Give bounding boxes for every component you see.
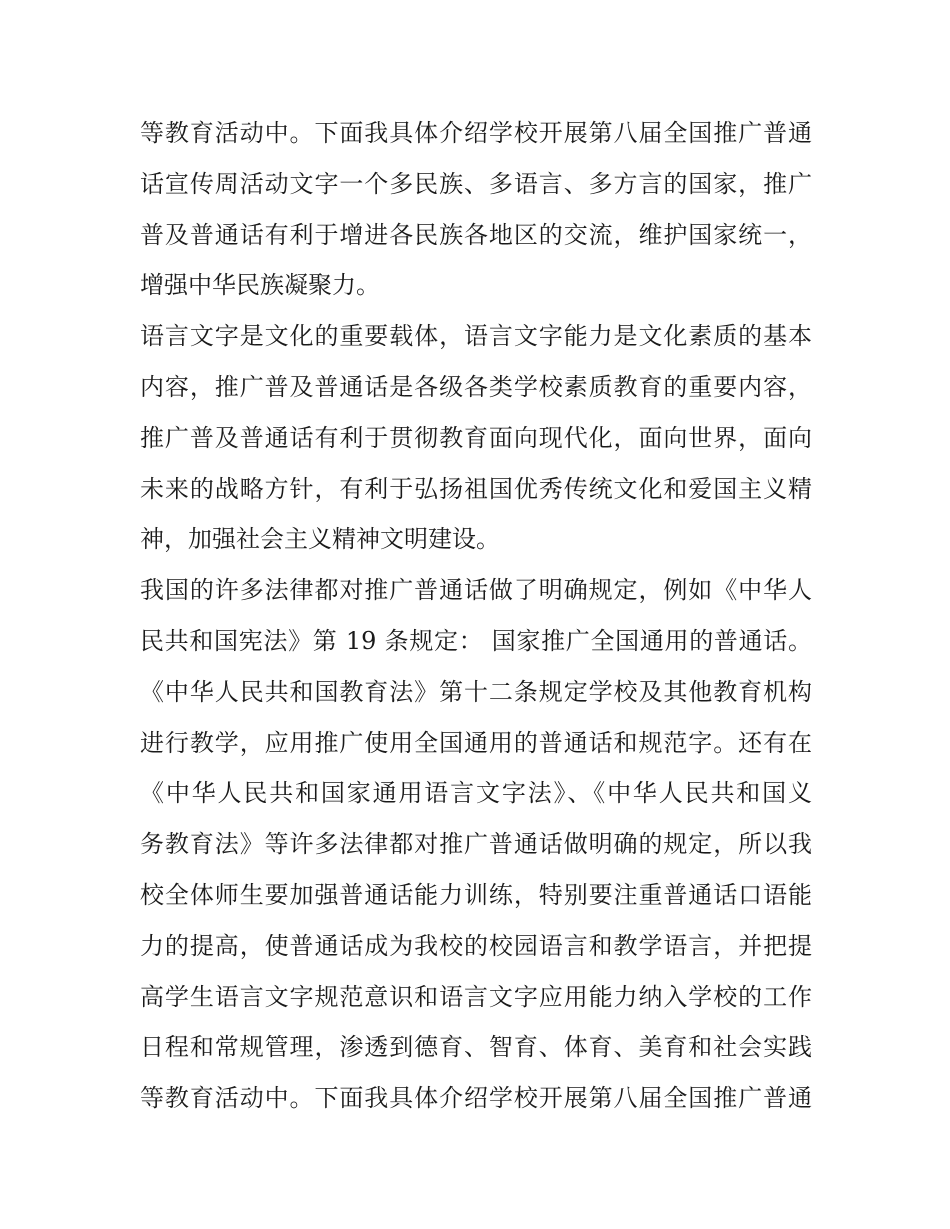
document-body-text bbox=[140, 108, 812, 1124]
text-line: 话宣传周活动文字一个多民族、多语言、多方言的国家，推广 bbox=[140, 169, 812, 198]
text-line: 神，加强社会主义精神文明建设。 bbox=[140, 525, 500, 554]
text-line: 《中华人民共和国家通用语言文字法》、《中华人民共和国义 bbox=[140, 779, 812, 808]
text-line: 语言文字是文化的重要载体，语言文字能力是文化素质的基本 bbox=[140, 322, 812, 351]
text-line: 《中华人民共和国教育法》第十二条规定学校及其他教育机构 bbox=[140, 677, 812, 706]
text-line: 力的提高，使普通话成为我校的校园语言和教学语言，并把提 bbox=[140, 931, 812, 960]
text-line: 务教育法》等许多法律都对推广普通话做明确的规定，所以我 bbox=[140, 830, 812, 859]
text-line: 普及普通话有利于增进各民族各地区的交流，维护国家统一， bbox=[140, 220, 812, 249]
text-line: 增强中华民族凝聚力。 bbox=[140, 271, 380, 300]
text-line: 校全体师生要加强普通话能力训练，特别要注重普通话口语能 bbox=[140, 880, 812, 909]
text-line: 内容，推广普及普通话是各级各类学校素质教育的重要内容， bbox=[140, 372, 812, 401]
text-line: 进行教学，应用推广使用全国通用的普通话和规范字。还有在 bbox=[140, 728, 812, 757]
text-line: 日程和常规管理，渗透到德育、智育、体育、美育和社会实践 bbox=[140, 1033, 812, 1062]
text-line: 民共和国宪法》第 19 条规定： 国家推广全国通用的普通话。 bbox=[140, 626, 812, 655]
text-line: 我国的许多法律都对推广普通话做了明确规定，例如《中华人 bbox=[140, 576, 812, 605]
text-line: 等教育活动中。下面我具体介绍学校开展第八届全国推广普通 bbox=[140, 119, 812, 147]
text-line: 未来的战略方针，有利于弘扬祖国优秀传统文化和爱国主义精 bbox=[140, 474, 812, 503]
text-line: 等教育活动中。下面我具体介绍学校开展第八届全国推广普通 bbox=[140, 1084, 812, 1113]
text-line: 高学生语言文字规范意识和语言文字应用能力纳入学校的工作 bbox=[140, 982, 812, 1011]
text-line: 推广普及普通话有利于贯彻教育面向现代化，面向世界，面向 bbox=[140, 423, 812, 452]
